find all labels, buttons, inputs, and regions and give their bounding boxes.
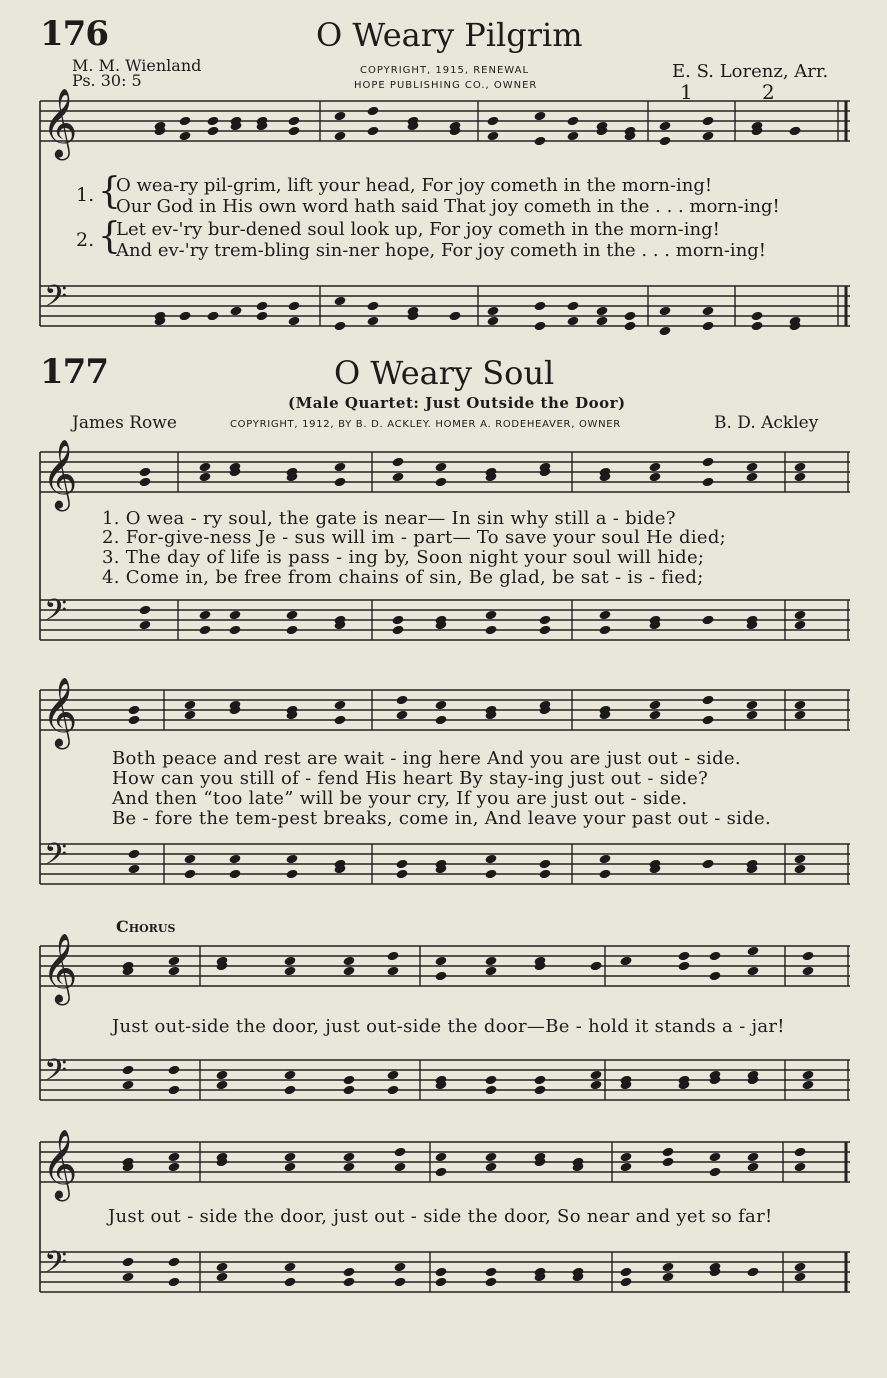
- h177c-bass-note: [284, 1085, 297, 1096]
- h176-treble-note: [367, 106, 380, 117]
- h177d-bass-note: [794, 1272, 807, 1283]
- h177a-bass-note: [702, 615, 715, 626]
- h177c-bass-note: [802, 1070, 815, 1081]
- h177c-bass-note: [534, 1085, 547, 1096]
- h177d-bass-note: [343, 1267, 356, 1278]
- h177c-treble-note: [435, 956, 448, 967]
- h177d-bass-note: [394, 1277, 407, 1288]
- h177c-treble-note: [747, 966, 760, 977]
- h177d-bass-clef-icon: 𝄢: [44, 1246, 68, 1287]
- lyric-177-b4: Be - fore the tem-pest breaks, come in, And leave your past out - side.: [112, 808, 772, 829]
- h177c-bass-note: [485, 1075, 498, 1086]
- h177d-treble-note: [394, 1147, 407, 1158]
- h177c-treble-note: [485, 966, 498, 977]
- h177b-treble-clef-icon: 𝄞: [42, 677, 78, 747]
- h176-bass-note: [534, 301, 547, 312]
- h177b-bass-note: [599, 869, 612, 880]
- h177c-bass-note: [802, 1080, 815, 1091]
- h177b-bass-clef-icon: 𝄢: [44, 838, 68, 879]
- h176-bass-note: [596, 316, 609, 327]
- lyric-177-a3: 3. The day of life is pass - ing by, Soon night your soul will hide;: [102, 547, 705, 568]
- h177a-treble-note: [746, 462, 759, 473]
- h176-treble-note: [487, 131, 500, 142]
- h177b-bass-note: [539, 869, 552, 880]
- h176-bass-note: [567, 316, 580, 327]
- h177d-bass-note: [435, 1277, 448, 1288]
- h177c-treble-note: [387, 966, 400, 977]
- h177c-bass-note: [168, 1065, 181, 1076]
- h176-treble-note: [334, 131, 347, 142]
- h176-bass-clef-icon: 𝄢: [44, 280, 68, 321]
- h177b-treble-note: [794, 710, 807, 721]
- h177c-treble-note: [485, 956, 498, 967]
- h177b-treble-note: [396, 710, 409, 721]
- h176-treble-note: [179, 116, 192, 127]
- h176-treble-note: [288, 116, 301, 127]
- h177b-bass-note: [599, 854, 612, 865]
- h177d-bass-note: [168, 1277, 181, 1288]
- h177d-treble-clef-icon: 𝄞: [42, 1129, 78, 1199]
- h177b-treble-note: [649, 710, 662, 721]
- h176-bass-note: [751, 321, 764, 332]
- h177b-bass-note: [794, 854, 807, 865]
- h177d-bass-note: [620, 1277, 633, 1288]
- h177a-bass-note: [539, 615, 552, 626]
- h176-treble-note: [288, 126, 301, 137]
- h177b-treble-note: [702, 715, 715, 726]
- h177b-treble-note: [435, 715, 448, 726]
- h176-bass-note: [288, 316, 301, 327]
- h176-bass-note: [367, 301, 380, 312]
- h177b-treble-note: [334, 715, 347, 726]
- h177d-treble-note: [343, 1152, 356, 1163]
- h176-treble-note: [367, 126, 380, 137]
- h176-bass-note: [334, 321, 347, 332]
- h177d-treble-note: [168, 1152, 181, 1163]
- h177d-treble-note: [284, 1162, 297, 1173]
- h176-treble-note: [567, 131, 580, 142]
- h177d-bass-note: [216, 1272, 229, 1283]
- h177d-bass-note: [284, 1277, 297, 1288]
- h176-bass-note: [534, 321, 547, 332]
- h177d-treble-note: [394, 1162, 407, 1173]
- h177a-treble-note: [702, 457, 715, 468]
- hymn-number-177: 177: [40, 352, 108, 392]
- h177a-treble-note: [702, 477, 715, 488]
- h177d-treble-note: [709, 1167, 722, 1178]
- hymn-number-176: 176: [40, 14, 108, 54]
- h177a-bass-note: [599, 625, 612, 636]
- h177c-treble-note: [620, 956, 633, 967]
- h177b-bass-note: [396, 869, 409, 880]
- h177d-bass-note: [394, 1262, 407, 1273]
- h177d-bass-note: [168, 1257, 181, 1268]
- h177c-treble-clef-icon: 𝄞: [42, 933, 78, 1003]
- h177c-bass-note: [216, 1080, 229, 1091]
- h177a-treble-note: [392, 457, 405, 468]
- h177b-treble-note: [184, 710, 197, 721]
- h176-bass-note: [751, 311, 764, 322]
- h176-bass-note: [624, 311, 637, 322]
- h176-bass-note: [702, 321, 715, 332]
- ending-1-label: 1: [680, 80, 693, 104]
- copyright-176-line2: HOPE PUBLISHING CO., OWNER: [354, 80, 538, 91]
- hymn-arranger-176: E. S. Lorenz, Arr.: [672, 61, 829, 82]
- lyric-176-line2: Our God in His own word hath said That joy cometh in the . . . morn-ing!: [116, 196, 780, 217]
- lyric-177-a2: 2. For-give-ness Je - sus will im - part— To save your soul He died;: [102, 527, 727, 548]
- h177d-treble-note: [284, 1152, 297, 1163]
- h177d-bass-note: [662, 1272, 675, 1283]
- chorus-lyric-1: Just out-side the door, just out-side the door—Be - hold it stands a - jar!: [112, 1016, 785, 1037]
- h177c-treble-note: [802, 951, 815, 962]
- h177b-treble-note: [794, 700, 807, 711]
- h177d-bass-note: [216, 1262, 229, 1273]
- h177b-bass-note: [229, 869, 242, 880]
- h177b-bass-note: [702, 859, 715, 870]
- h177a-bass-note: [485, 625, 498, 636]
- h176-bass-note: [659, 326, 672, 337]
- h177d-bass-note: [284, 1262, 297, 1273]
- h177d-treble-note: [794, 1162, 807, 1173]
- lyric-177-b2: How can you still of - fend His heart By stay-ing just out - side?: [112, 768, 709, 789]
- h177d-treble-note: [485, 1152, 498, 1163]
- h176-treble-note: [567, 116, 580, 127]
- h176-treble-note: [659, 121, 672, 132]
- h177d-treble-note: [794, 1147, 807, 1158]
- h177a-treble-note: [139, 467, 152, 478]
- h176-treble-note: [487, 116, 500, 127]
- h177c-treble-note: [678, 951, 691, 962]
- h177c-treble-note: [590, 961, 603, 972]
- h177a-bass-note: [139, 620, 152, 631]
- lyric-176-line1: O wea-ry pil-grim, lift your head, For joy cometh in the morn-ing!: [116, 175, 713, 196]
- h177c-bass-note: [590, 1080, 603, 1091]
- h177a-treble-note: [199, 472, 212, 483]
- h177c-treble-note: [284, 966, 297, 977]
- h177a-bass-clef-icon: 𝄢: [44, 594, 68, 635]
- h176-bass-note: [449, 311, 462, 322]
- h177c-treble-note: [709, 951, 722, 962]
- h176-bass-note: [367, 316, 380, 327]
- h177c-treble-note: [343, 956, 356, 967]
- h177b-bass-note: [794, 864, 807, 875]
- h177d-treble-note: [485, 1162, 498, 1173]
- hymn-author-177: James Rowe: [72, 413, 177, 433]
- h176-bass-note: [179, 311, 192, 322]
- h176-bass-note: [487, 306, 500, 317]
- h177c-bass-note: [387, 1085, 400, 1096]
- h176-treble-note: [334, 111, 347, 122]
- h177c-bass-note: [216, 1070, 229, 1081]
- h177d-treble-note: [620, 1162, 633, 1173]
- ending-2-label: 2: [762, 80, 775, 104]
- h177c-bass-note: [168, 1085, 181, 1096]
- h176-treble-note: [659, 136, 672, 147]
- scripture-ref-176: Ps. 30: 5: [72, 71, 142, 90]
- h177b-bass-note: [485, 854, 498, 865]
- h177b-treble-note: [334, 700, 347, 711]
- h177a-treble-note: [794, 462, 807, 473]
- h177a-bass-note: [199, 625, 212, 636]
- lyric-177-a4: 4. Come in, be free from chains of sin, Be glad, be sat - is - fied;: [102, 567, 704, 588]
- h177d-bass-note: [122, 1272, 135, 1283]
- h177d-bass-note: [662, 1262, 675, 1273]
- lyric-177-b3: And then “too late” will be your cry, If you are just out - side.: [112, 788, 688, 809]
- verse-brace-2: {: [98, 216, 121, 257]
- h177a-bass-note: [794, 620, 807, 631]
- h176-treble-clef-icon: 𝄞: [42, 88, 78, 158]
- h176-bass-note: [567, 301, 580, 312]
- h177d-bass-note: [485, 1277, 498, 1288]
- h177d-bass-note: [435, 1267, 448, 1278]
- h177a-treble-note: [334, 477, 347, 488]
- h176-bass-note: [207, 311, 220, 322]
- h177b-bass-note: [485, 869, 498, 880]
- h177a-treble-note: [746, 472, 759, 483]
- h176-bass-note: [334, 296, 347, 307]
- h176-treble-note: [702, 131, 715, 142]
- h176-bass-note: [288, 301, 301, 312]
- h177b-treble-note: [184, 700, 197, 711]
- h177a-bass-note: [485, 610, 498, 621]
- h176-treble-note: [179, 131, 192, 142]
- h177a-treble-note: [334, 462, 347, 473]
- lyric-177-a1: 1. O wea - ry soul, the gate is near— In sin why still a - bide?: [102, 508, 676, 529]
- h177c-treble-note: [802, 966, 815, 977]
- h177b-bass-note: [184, 854, 197, 865]
- lyric-176-line4: And ev-'ry trem-bling sin-ner hope, For joy cometh in the . . . morn-ing!: [116, 240, 767, 261]
- h176-bass-note: [487, 316, 500, 327]
- h177b-bass-note: [286, 869, 299, 880]
- h177c-treble-note: [747, 946, 760, 957]
- h177d-bass-note: [485, 1267, 498, 1278]
- copyright-176-line1: COPYRIGHT, 1915, RENEWAL: [360, 65, 530, 76]
- h177c-bass-note: [343, 1075, 356, 1086]
- lyric-177-b1: Both peace and rest are wait - ing here And you are just out - side.: [112, 748, 741, 769]
- hymn-title-176: O Weary Pilgrim: [316, 16, 583, 54]
- h177b-bass-note: [396, 859, 409, 870]
- h177b-treble-note: [746, 700, 759, 711]
- verse-number-2: 2.: [76, 229, 95, 251]
- lyric-176-line3: Let ev-'ry bur-dened soul look up, For joy cometh in the morn-ing!: [116, 219, 720, 240]
- h177c-bass-note: [534, 1075, 547, 1086]
- h177d-treble-note: [168, 1162, 181, 1173]
- h177a-treble-note: [794, 472, 807, 483]
- h176-treble-note: [534, 111, 547, 122]
- h177d-treble-note: [747, 1152, 760, 1163]
- h177c-treble-note: [387, 951, 400, 962]
- h177a-bass-note: [229, 625, 242, 636]
- h177d-treble-note: [662, 1157, 675, 1168]
- h177d-treble-note: [662, 1147, 675, 1158]
- h177a-treble-note: [199, 462, 212, 473]
- h177c-bass-note: [485, 1085, 498, 1096]
- h177a-treble-note: [435, 462, 448, 473]
- h177c-treble-note: [709, 971, 722, 982]
- hymn-composer-177: B. D. Ackley: [714, 413, 819, 433]
- h177b-treble-note: [702, 695, 715, 706]
- h177d-treble-note: [435, 1152, 448, 1163]
- h177d-bass-note: [747, 1267, 760, 1278]
- h177a-bass-note: [229, 610, 242, 621]
- hymn-title-177: O Weary Soul: [334, 354, 555, 392]
- h177a-bass-note: [199, 610, 212, 621]
- h176-bass-note: [702, 306, 715, 317]
- h177a-bass-note: [794, 610, 807, 621]
- h177d-bass-note: [794, 1262, 807, 1273]
- h176-treble-note: [207, 116, 220, 127]
- h177a-bass-note: [392, 615, 405, 626]
- h177d-treble-note: [709, 1152, 722, 1163]
- h176-treble-note: [534, 136, 547, 147]
- h177b-bass-note: [128, 849, 141, 860]
- h177b-bass-note: [229, 854, 242, 865]
- h177d-treble-note: [747, 1162, 760, 1173]
- copyright-177: COPYRIGHT, 1912, BY B. D. ACKLEY. HOMER A. RODEHEAVER, OWNER: [230, 419, 621, 430]
- h177c-bass-clef-icon: 𝄢: [44, 1054, 68, 1095]
- h176-bass-note: [230, 306, 243, 317]
- h176-treble-note: [702, 116, 715, 127]
- h177c-treble-note: [343, 966, 356, 977]
- h177a-treble-note: [139, 477, 152, 488]
- hymn-author-176: M. M. Wienland: [72, 56, 202, 75]
- h177a-bass-note: [539, 625, 552, 636]
- h177d-treble-note: [343, 1162, 356, 1173]
- h177a-treble-note: [392, 472, 405, 483]
- h177a-treble-note: [435, 477, 448, 488]
- h177c-bass-note: [590, 1070, 603, 1081]
- h177d-bass-note: [343, 1277, 356, 1288]
- h177a-bass-note: [392, 625, 405, 636]
- h177d-bass-note: [122, 1257, 135, 1268]
- h177a-bass-note: [599, 610, 612, 621]
- h177a-treble-note: [649, 462, 662, 473]
- h177b-treble-note: [746, 710, 759, 721]
- verse-brace-1: {: [98, 171, 121, 212]
- h177d-treble-note: [435, 1167, 448, 1178]
- h177c-treble-note: [678, 961, 691, 972]
- h177b-bass-note: [184, 869, 197, 880]
- h176-treble-note: [207, 126, 220, 137]
- h176-bass-note: [624, 321, 637, 332]
- h177a-bass-note: [286, 625, 299, 636]
- h177a-bass-note: [286, 610, 299, 621]
- h177c-bass-note: [122, 1065, 135, 1076]
- h177b-treble-note: [128, 715, 141, 726]
- h177d-treble-note: [620, 1152, 633, 1163]
- h177b-treble-note: [396, 695, 409, 706]
- verse-number-1: 1.: [76, 184, 95, 206]
- h177b-bass-note: [539, 859, 552, 870]
- h177a-treble-clef-icon: 𝄞: [42, 439, 78, 509]
- h177c-bass-note: [122, 1080, 135, 1091]
- h177b-bass-note: [128, 864, 141, 875]
- h176-treble-note: [789, 126, 802, 137]
- h177b-treble-note: [435, 700, 448, 711]
- hymn-subtitle-177: (Male Quartet: Just Outside the Door): [288, 394, 626, 412]
- h177a-bass-note: [139, 605, 152, 616]
- h177c-bass-note: [387, 1070, 400, 1081]
- h177c-treble-note: [168, 956, 181, 967]
- h177c-treble-note: [435, 971, 448, 982]
- h177c-treble-note: [284, 956, 297, 967]
- h177c-treble-note: [168, 966, 181, 977]
- chorus-lyric-2: Just out - side the door, just out - side the door, So near and yet so far!: [108, 1206, 773, 1227]
- h177c-bass-note: [284, 1070, 297, 1081]
- h177c-bass-note: [343, 1085, 356, 1096]
- h177b-treble-note: [649, 700, 662, 711]
- h176-bass-note: [596, 306, 609, 317]
- h177b-treble-note: [128, 705, 141, 716]
- h176-bass-note: [256, 301, 269, 312]
- h176-bass-note: [659, 306, 672, 317]
- chorus-label: Chorus: [116, 917, 176, 936]
- h177d-bass-note: [620, 1267, 633, 1278]
- h177b-bass-note: [286, 854, 299, 865]
- h177a-treble-note: [649, 472, 662, 483]
- h176-bass-note: [256, 311, 269, 322]
